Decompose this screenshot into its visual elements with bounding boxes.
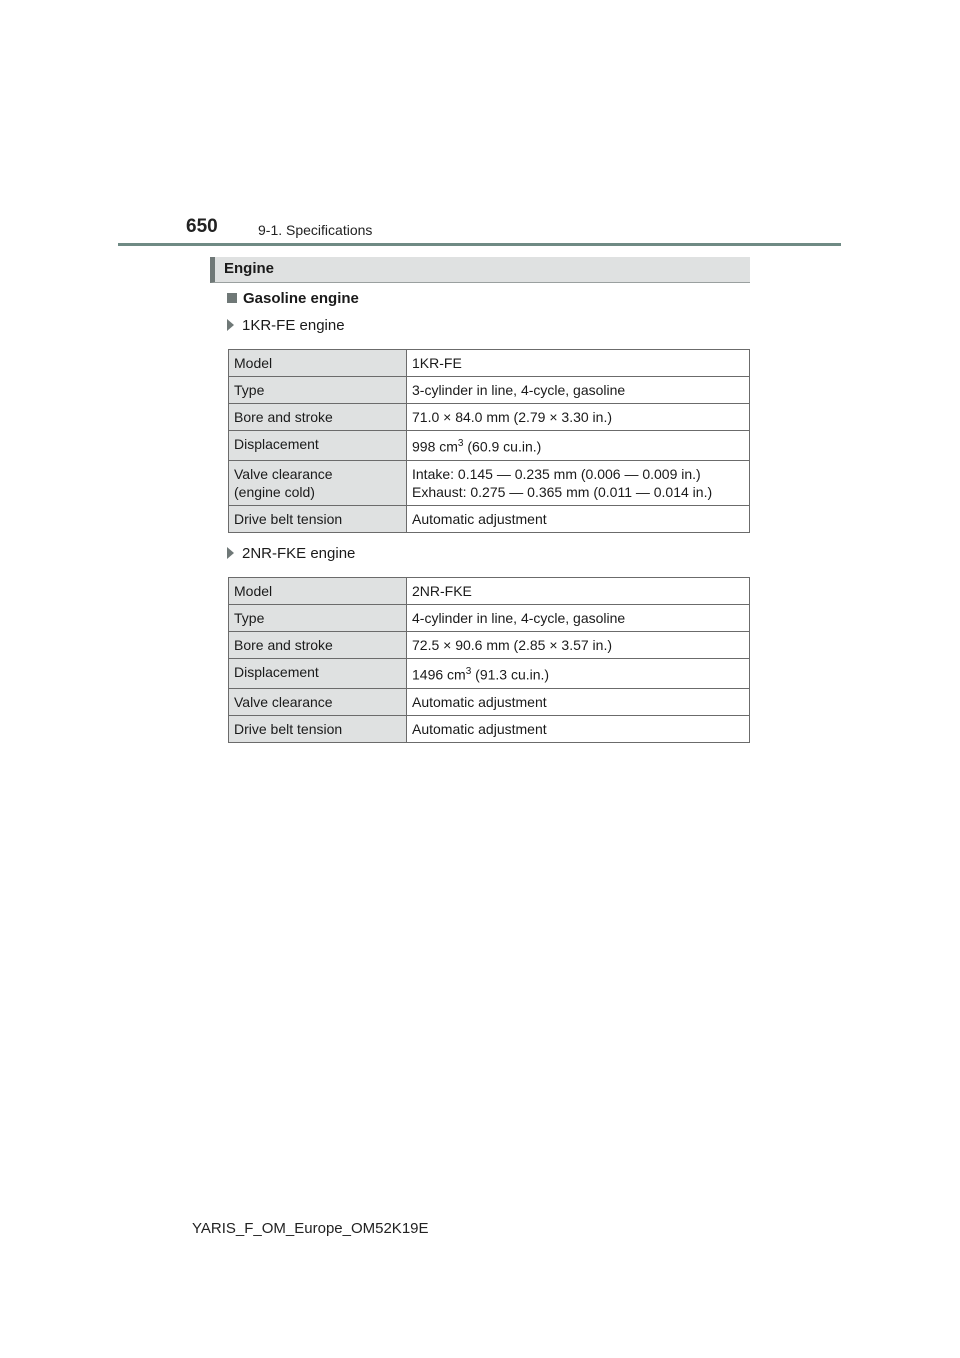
spec-value [407,505,750,532]
spec-value-suffix: (60.9 cu.in.) [463,438,542,455]
spec-value [407,350,750,377]
section-heading: Engine [210,257,750,283]
table-row [229,578,750,605]
spec-key: Type [229,377,407,404]
triangle-bullet-icon [227,547,234,559]
superscript: 3 [465,666,472,677]
spec-value-text: Automatic adjustment [412,510,547,527]
spec-key: Displacement [229,659,407,689]
superscript: 3 [457,438,464,449]
page-number: 650 [186,216,218,237]
table-row [229,350,750,377]
spec-value-text: 2NR-FKE [412,583,472,599]
spec-key: Type [229,605,407,632]
table-row [229,404,750,431]
spec-value-text: 1KR-FE [412,355,462,371]
spec-key: Valve clearance (engine cold) [229,460,407,505]
spec-value-text: Automatic adjustment [412,720,547,737]
spec-table-1kr-fe [228,349,750,533]
spec-value-text: 1496 cm [412,666,466,683]
spec-value [407,460,750,505]
spec-key: Model [229,578,407,605]
document-id: YARIS_F_OM_Europe_OM52K19E [192,1220,429,1237]
triangle-bullet-icon [227,319,234,331]
spec-key: Bore and stroke [229,632,407,659]
spec-value-text: 998 cm [412,438,458,455]
spec-key: Drive belt tension [229,715,407,742]
spec-value [407,578,750,605]
table-row [229,715,750,742]
spec-value [407,632,750,659]
engine-label-1kr-fe [227,317,345,334]
spec-key: Drive belt tension [229,505,407,532]
spec-table-2nr-fke [228,577,750,743]
spec-value-text: 3-cylinder in line, 4-cycle, gasoline [412,382,626,398]
spec-value-text: 4-cylinder in line, 4-cycle, gasoline [412,610,626,626]
header-rule [118,243,841,246]
spec-value-text: Automatic adjustment [412,693,547,710]
square-bullet-icon [227,293,237,303]
spec-value [407,659,750,689]
spec-value-text: 71.0 × 84.0 mm (2.79 × 3.30 in.) [412,409,613,425]
table-row [229,659,750,689]
spec-value-text: 72.5 × 90.6 mm (2.85 × 3.57 in.) [412,637,613,653]
table-row [229,605,750,632]
spec-value [407,688,750,715]
spec-value [407,715,750,742]
spec-value [407,605,750,632]
table-row [229,460,750,505]
spec-key: Model [229,350,407,377]
sub-heading [227,290,359,307]
engine-label-text: 2NR-FKE engine [242,545,356,562]
spec-value [407,431,750,461]
engine-label-2nr-fke [227,545,355,562]
spec-value-text: Intake: 0.145 — 0.235 mm (0.006 — 0.009 in.) Exhaust: 0.275 — 0.365 mm (0.011 — 0.014 in.) [412,465,713,500]
table-row [229,632,750,659]
spec-key: Bore and stroke [229,404,407,431]
spec-value [407,377,750,404]
table-row [229,377,750,404]
table-row [229,505,750,532]
chapter-title: 9-1. Specifications [258,222,373,238]
table-row [229,688,750,715]
engine-label-text: 1KR-FE engine [242,317,345,334]
table-row [229,431,750,461]
spec-key: Valve clearance [229,688,407,715]
sub-heading-text: Gasoline engine [243,290,359,307]
spec-value [407,404,750,431]
spec-value-suffix: (91.3 cu.in.) [471,666,550,683]
spec-key: Displacement [229,431,407,461]
